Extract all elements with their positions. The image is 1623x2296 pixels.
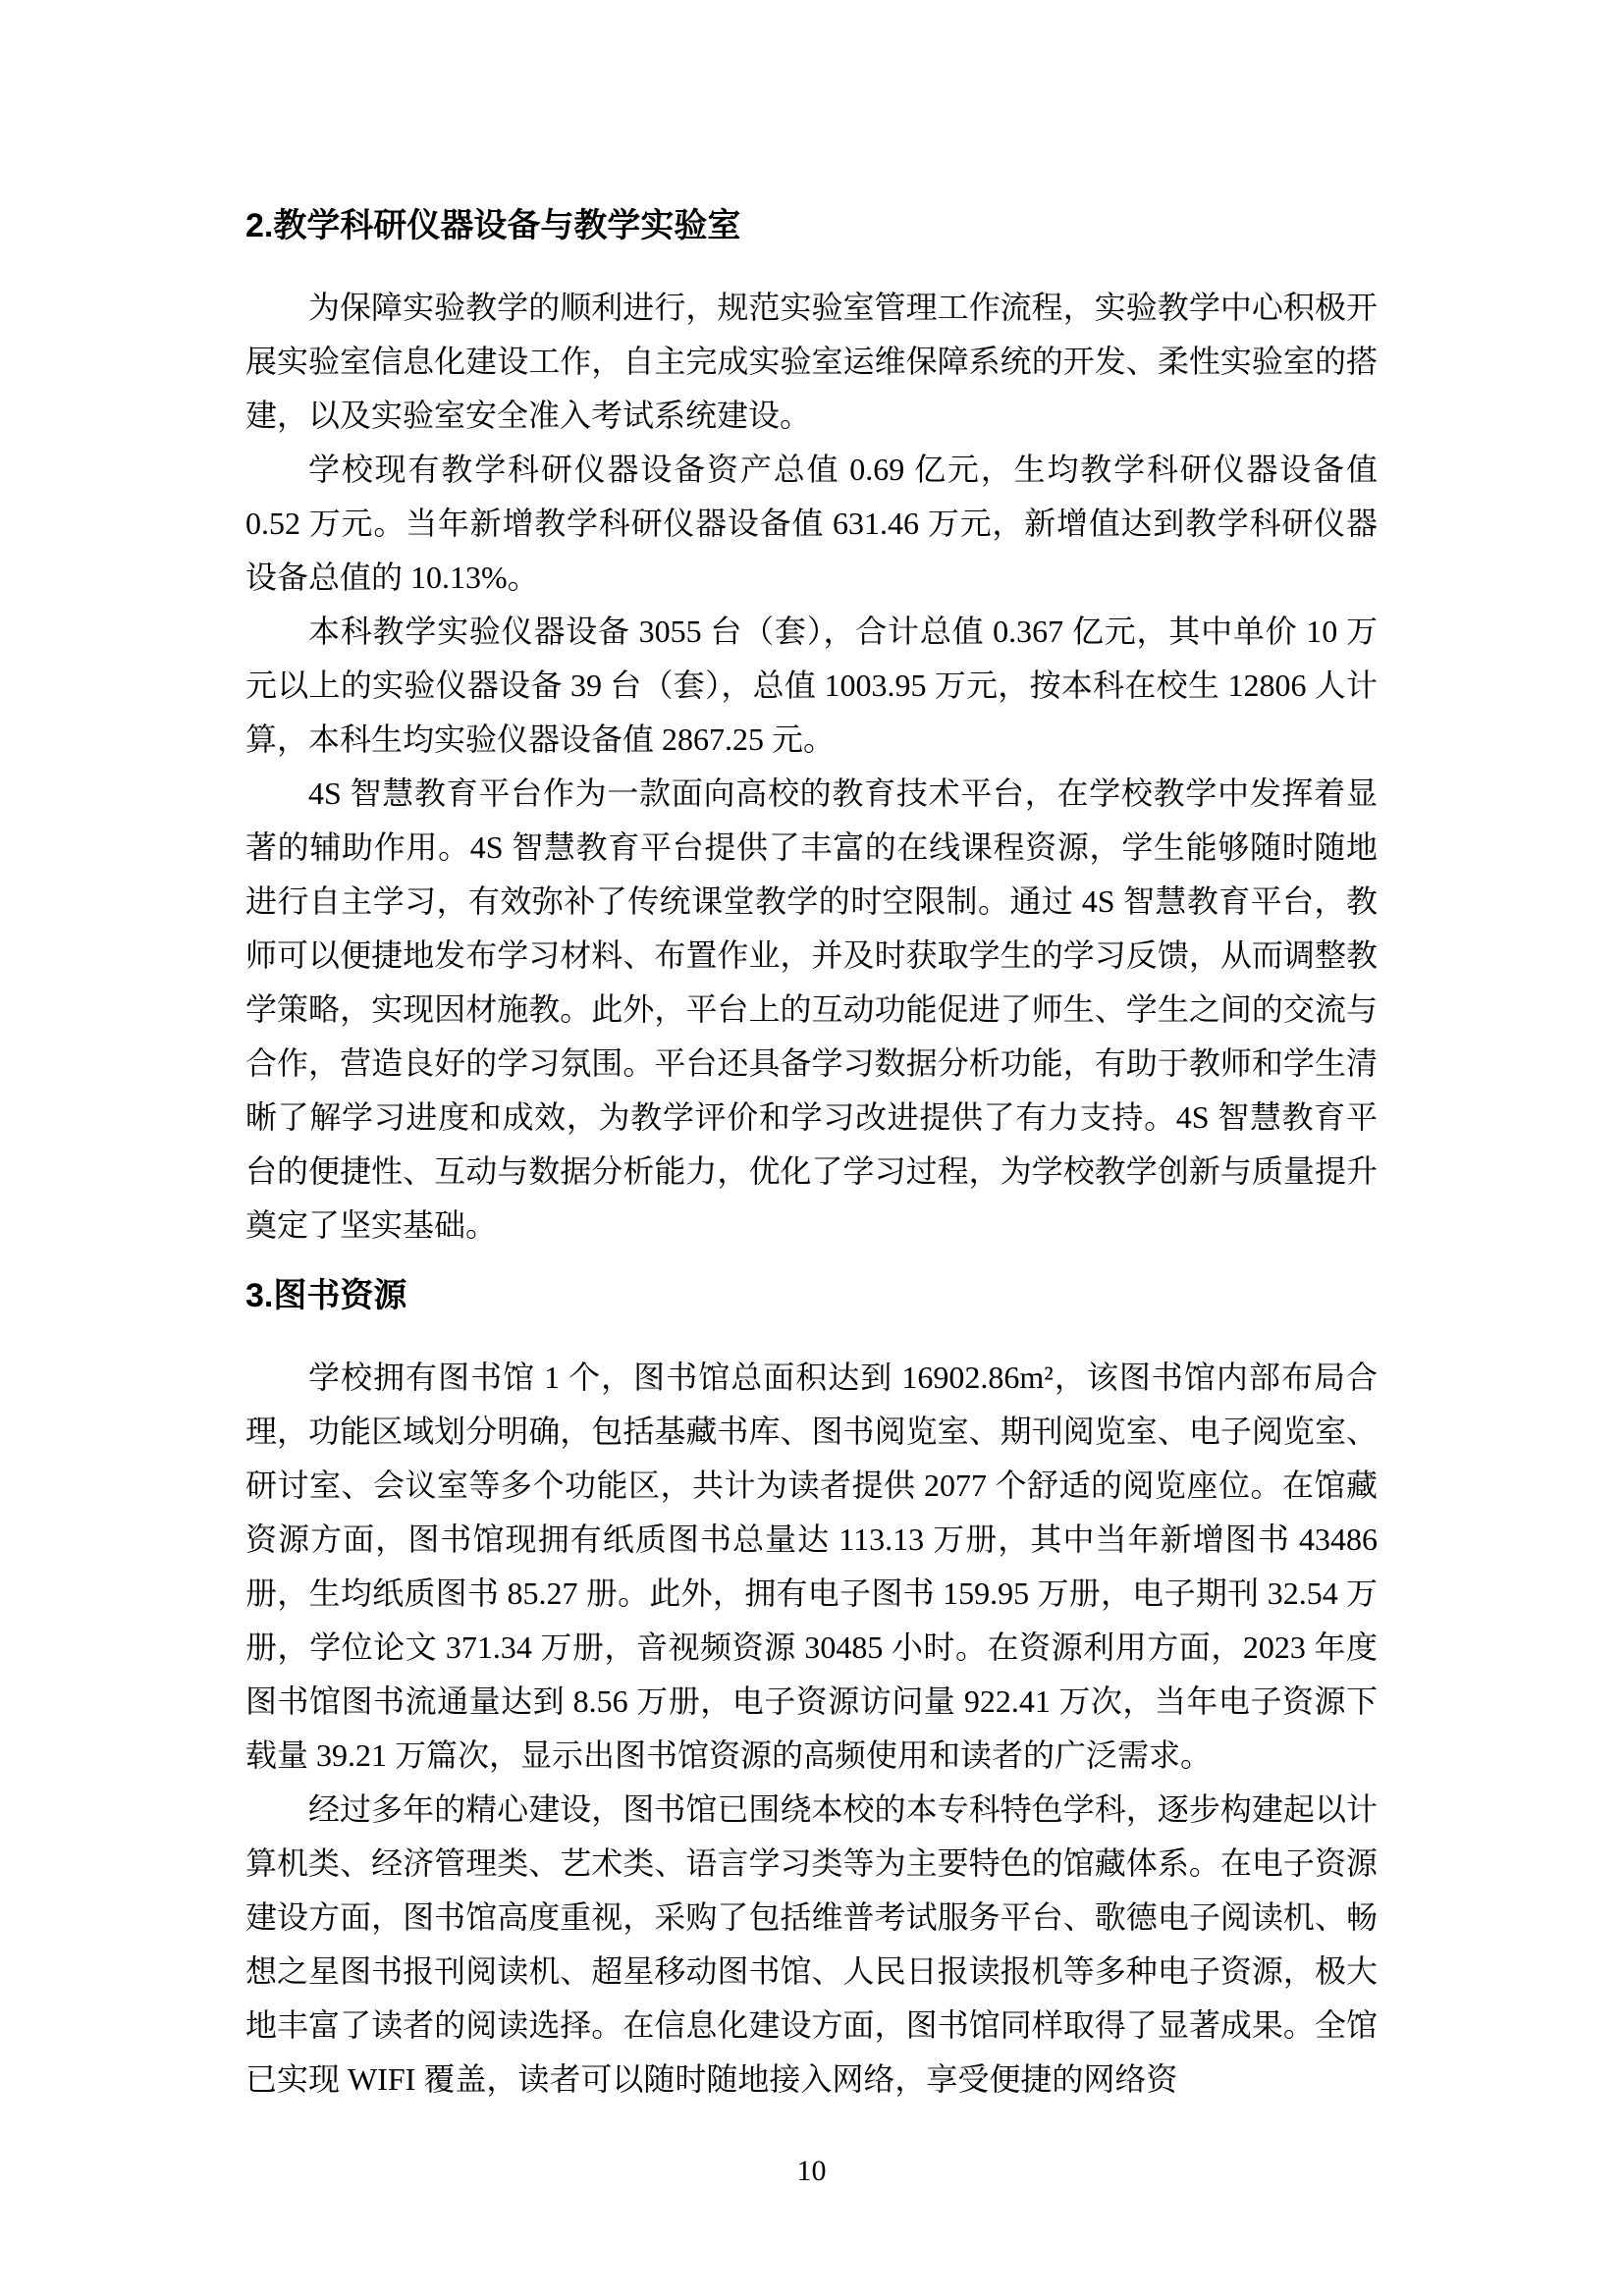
paragraph-undergrad-lab-equipment: 本科教学实验仪器设备 3055 台（套），合计总值 0.367 亿元，其中单价 10 万元以上的实验仪器设备 39 台（套），总值 1003.95 万元，按本科在校生 12806 人计算，本科生均实验仪器设备值 2867.25 元。	[245, 614, 1378, 757]
paragraph-library-collection-building: 经过多年的精心建设，图书馆已围绕本校的本专科特色学科，逐步构建起以计算机类、经济管理类、艺术类、语言学习类等为主要特色的馆藏体系。在电子资源建设方面，图书馆高度重视，采购了包括维普考试服务平台、歌德电子阅读机、畅想之星图书报刊阅读机、超星移动图书馆、人民日报读报机等多种电子资源，极大地丰富了读者的阅读选择。在信息化建设方面，图书馆同样取得了显著成果。全馆已实现 WIFI 覆盖，读者可以随时随地接入网络，享受便捷的网络资	[245, 1791, 1378, 2097]
page-number: 10	[796, 2155, 827, 2187]
section-heading-library-resources: 3.图书资源	[245, 1277, 407, 1314]
paragraph-4s-education-platform: 4S 智慧教育平台作为一款面向高校的教育技术平台，在学校教学中发挥着显著的辅助作用。4S 智慧教育平台提供了丰富的在线课程资源，学生能够随时随地进行自主学习，有效弥补了传统课堂教学的时空限制。通过 4S 智慧教育平台，教师可以便捷地发布学习材料、布置作业，并及时获取学生的学习反馈，从而调整教学策略，实现因材施教。此外，平台上的互动功能促进了师生、学生之间的交流与合作，营造良好的学习氛围。平台还具备学习数据分析功能，有助于教师和学生清晰了解学习进度和成效，为教学评价和学习改进提供了有力支持。4S 智慧教育平台的便捷性、互动与数据分析能力，优化了学习过程，为学校教学创新与质量提升奠定了坚实基础。	[245, 775, 1378, 1243]
section-heading-equipment-labs: 2.教学科研仪器设备与教学实验室	[245, 207, 741, 244]
paragraph-equipment-asset-value: 学校现有教学科研仪器设备资产总值 0.69 亿元，生均教学科研仪器设备值 0.52 万元。当年新增教学科研仪器设备值 631.46 万元，新增值达到教学科研仪器设备总值的 10.13%。	[245, 452, 1378, 595]
paragraph-lab-management: 为保障实验教学的顺利进行，规范实验室管理工作流程，实验教学中心积极开展实验室信息化建设工作，自主完成实验室运维保障系统的开发、柔性实验室的搭建，以及实验室安全准入考试系统建设。	[245, 290, 1378, 433]
paragraph-library-overview: 学校拥有图书馆 1 个，图书馆总面积达到 16902.86m²，该图书馆内部布局合理，功能区域划分明确，包括基藏书库、图书阅览室、期刊阅览室、电子阅览室、研讨室、会议室等多个功能区，共计为读者提供 2077 个舒适的阅览座位。在馆藏资源方面，图书馆现拥有纸质图书总量达 113.13 万册，其中当年新增图书 43486 册，生均纸质图书 85.27 册。此外，拥有电子图书 159.95 万册，电子期刊 32.54 万册，学位论文 371.34 万册，音视频资源 30485 小时。在资源利用方面，2023 年度图书馆图书流通量达到 8.56 万册，电子资源访问量 922.41 万次，当年电子资源下载量 39.21 万篇次，显示出图书馆资源的高频使用和读者的广泛需求。	[245, 1360, 1378, 1773]
document-body	[245, 183, 1378, 2107]
